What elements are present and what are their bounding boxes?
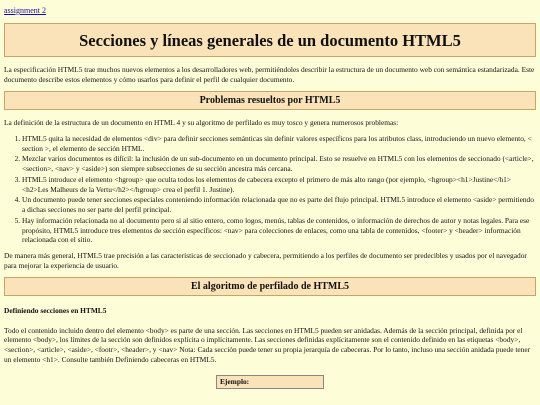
list-item: 1. HTML5 quita la necesidad de elementos <div> para definir secciones semánticas sin definir valores específicos para los atributos class, introduciendo un nuevo elemento, < section >, el elemento de sección HTML. <box>22 134 536 154</box>
algorithm-heading: El algoritmo de perfilado de HTML5 <box>4 277 536 296</box>
list-item: 5. Hay información relacionada no al documento pero si al sitio entero, como logos, menús, tablas de contenidos, o información de derechos de autor y notas legales. Para ese propósito, HTML5 introduce tres elementos de sección específicos: <nav> para colecciones de enlaces, como una tabla de contenidos, <footer> y <header> información relacionada con el sitio. <box>22 216 536 245</box>
problems-intro: La definición de la estructura de un documento en HTML 4 y su algoritmo de perfilado es muy tosco y genera numerosos problemas: <box>4 118 399 128</box>
list-item: 2. Mezclar varios documentos es difícil: la inclusión de un sub-documento en un documento principal. Esto se resuelve en HTML5 con los elementos de seccionado (<article>, <section>, <nav> y <aside>) son siempre subsecciones de su sección ancestra más cercana. <box>22 154 536 174</box>
problems-closing: De manera más general, HTML5 trae precisión a las características de seccionado y cabecera, permitiendo a los perfiles de documento ser predecibles y usados por el navegador para mejorar la experiencia de usuario. <box>4 251 527 270</box>
assignment-link[interactable]: assignment 2 <box>4 6 46 15</box>
intro-paragraph: La especificación HTML5 trae muchos nuevos elementos a los desarrolladores web, permitiéndoles describir la estructura de un documento web con semántica estandarizada. Este documento describe estos elementos y cómo usarlos para definir el perfil de cualquier documento. <box>4 65 535 85</box>
example-label: Ejemplo: <box>216 375 324 389</box>
algorithm-paragraph: Todo el contenido incluido dentro del elemento <body> es parte de una sección. Las secciones en HTML5 pueden ser anidadas. Además de la sección principal, definida por el elemento <body>, los límites de la sección son definidos explícita o implícitamente. Las secciones definidas explícitamente son el contenido definido en las etiquetas <body>, <section>, <article>, <aside>, <footr>, <header>, y <nav> Nota: Cada sección puede tener su propia jerarquía de cabeceras. Por lo tanto, incluso una sección anidada puede tener un elemento <h1>. Consulte también Definiendo cabeceras en HTML5. <box>4 325 531 364</box>
problems-list <box>4 134 536 245</box>
problems-heading: Problemas resueltos por HTML5 <box>4 91 536 110</box>
list-item: 3. HTML5 introduce el elemento <hgroup> que oculta todos los elementos de cabecera excepto el primero de más alto rango (por ejemplo, <hgroup><h1>Justine</h1><h2>Les Malheurs de la Vertu</h2></hgroup> crea el perfil 1. Justine). <box>22 175 536 195</box>
page-title: Secciones y líneas generales de un documento HTML5 <box>4 23 536 58</box>
defining-sections-heading: Definiendo secciones en HTML5 <box>4 305 107 315</box>
list-item: 4. Un documento puede tener secciones especiales conteniendo información relacionada que no es parte del flujo principal. HTML5 introduce el elemento <aside> permitiendo a dichas secciones no ser parte del perfil principal. <box>22 195 536 215</box>
